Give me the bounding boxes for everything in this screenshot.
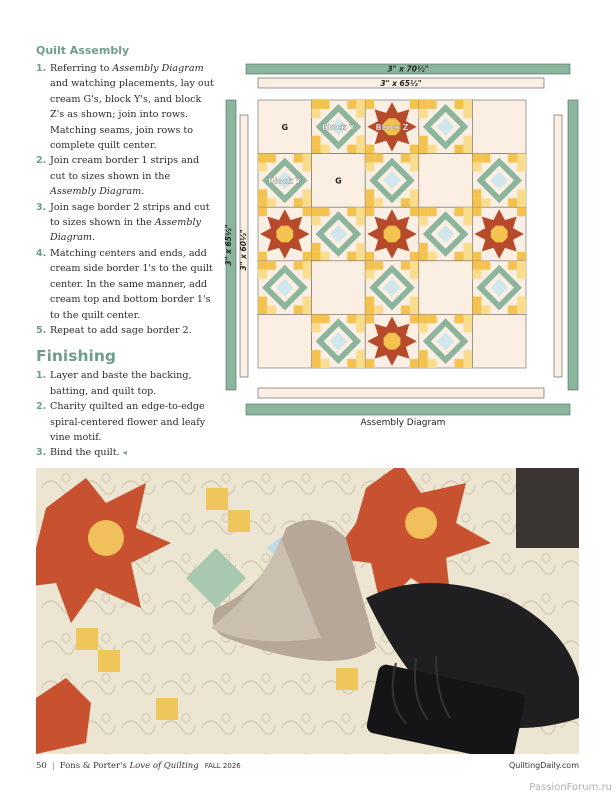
block-z bbox=[365, 100, 419, 154]
block-g bbox=[258, 314, 312, 368]
block-z bbox=[365, 314, 419, 368]
end-mark-icon: ◂ bbox=[122, 448, 127, 458]
finishing-steps bbox=[36, 368, 216, 460]
block-y bbox=[312, 314, 366, 368]
block-g bbox=[472, 100, 526, 154]
magazine-name: Fons & Porter's bbox=[59, 761, 130, 771]
quilt-assembly-heading: Quilt Assembly bbox=[36, 44, 130, 57]
site-url: QuiltingDaily.com bbox=[508, 761, 579, 770]
footer-left bbox=[36, 761, 241, 771]
block-g bbox=[472, 314, 526, 368]
assembly-diagram bbox=[222, 60, 584, 420]
diagram-caption: Assembly Diagram bbox=[360, 418, 446, 428]
block-y bbox=[419, 207, 473, 261]
block-y bbox=[419, 100, 473, 154]
block-y bbox=[365, 154, 419, 208]
block-z bbox=[472, 207, 526, 261]
finishing-heading: Finishing bbox=[36, 347, 116, 366]
watermark: PassionForum.ru bbox=[529, 782, 612, 793]
block-y bbox=[312, 100, 366, 154]
assembly-step-3: 3. Join sage border 2 strips and cut to sizes shown in the Assembly Diagram. bbox=[36, 201, 210, 244]
assembly-steps bbox=[36, 61, 216, 338]
assembly-step-1: 1. Referring to Assembly Diagram and watching placements, lay out cream G's, block Y's, and block Z's as shown; join into rows. Matching seams, join rows to complete quilt center. bbox=[36, 63, 214, 152]
block-y bbox=[312, 207, 366, 261]
cream-border-right bbox=[554, 115, 562, 377]
block-y-label: Block Y bbox=[268, 176, 302, 186]
dim-top-inner: 3" x 65½" bbox=[380, 79, 422, 88]
block-g bbox=[419, 154, 473, 208]
magazine-name-italic: Love of Quilting bbox=[129, 761, 199, 771]
block-y bbox=[258, 154, 312, 208]
block-y bbox=[365, 261, 419, 315]
sage-border-right bbox=[568, 100, 578, 390]
assembly-step-2: 2. Join cream border 1 strips and cut to sizes shown in the Assembly Diagram. bbox=[36, 155, 200, 198]
assembly-diagram-svg bbox=[222, 60, 584, 420]
block-g bbox=[312, 261, 366, 315]
instructions-column bbox=[36, 44, 216, 461]
finishing-step-3: 3. Bind the quilt. ◂ bbox=[36, 447, 127, 459]
dim-side-outer: 3" x 65½" bbox=[224, 224, 233, 266]
quilt-photo bbox=[36, 468, 579, 754]
block-y-label: Block Y bbox=[321, 122, 355, 132]
block-y bbox=[258, 261, 312, 315]
cream-border-bottom bbox=[258, 388, 544, 398]
finishing-step-2: 2. Charity quilted an edge-to-edge spiral-centered flower and leafy vine motif. bbox=[36, 401, 206, 443]
page-footer bbox=[36, 761, 579, 775]
block-z bbox=[365, 207, 419, 261]
g-label: G bbox=[281, 122, 289, 132]
g-label: G bbox=[335, 176, 342, 186]
sage-border-bottom bbox=[246, 404, 570, 415]
finishing-step-1: 1. Layer and baste the backing, batting, and quilt top. bbox=[36, 370, 192, 397]
block-g bbox=[312, 154, 366, 208]
quilt-center-blocks bbox=[258, 100, 526, 368]
assembly-step-4: 4. Matching centers and ends, add cream side border 1's to the quilt center. In the same manner, add cream top and bottom border 1's to the quilt center. bbox=[36, 247, 213, 321]
block-z-label: Block Z bbox=[375, 122, 409, 132]
issue-label: FALL 2026 bbox=[204, 762, 241, 770]
assembly-step-5: 5. Repeat to add sage border 2. bbox=[36, 324, 192, 336]
block-y bbox=[472, 261, 526, 315]
block-y bbox=[419, 314, 473, 368]
block-y bbox=[472, 154, 526, 208]
page-number: 50 bbox=[36, 761, 47, 771]
block-z bbox=[258, 207, 312, 261]
block-g bbox=[258, 100, 312, 154]
footer-separator: | bbox=[51, 761, 55, 771]
quilt-photo-illustration bbox=[36, 468, 579, 754]
dim-top-outer: 3" x 70½" bbox=[387, 64, 429, 74]
dim-side-inner: 3" x 60½" bbox=[239, 229, 248, 271]
block-g bbox=[419, 261, 473, 315]
